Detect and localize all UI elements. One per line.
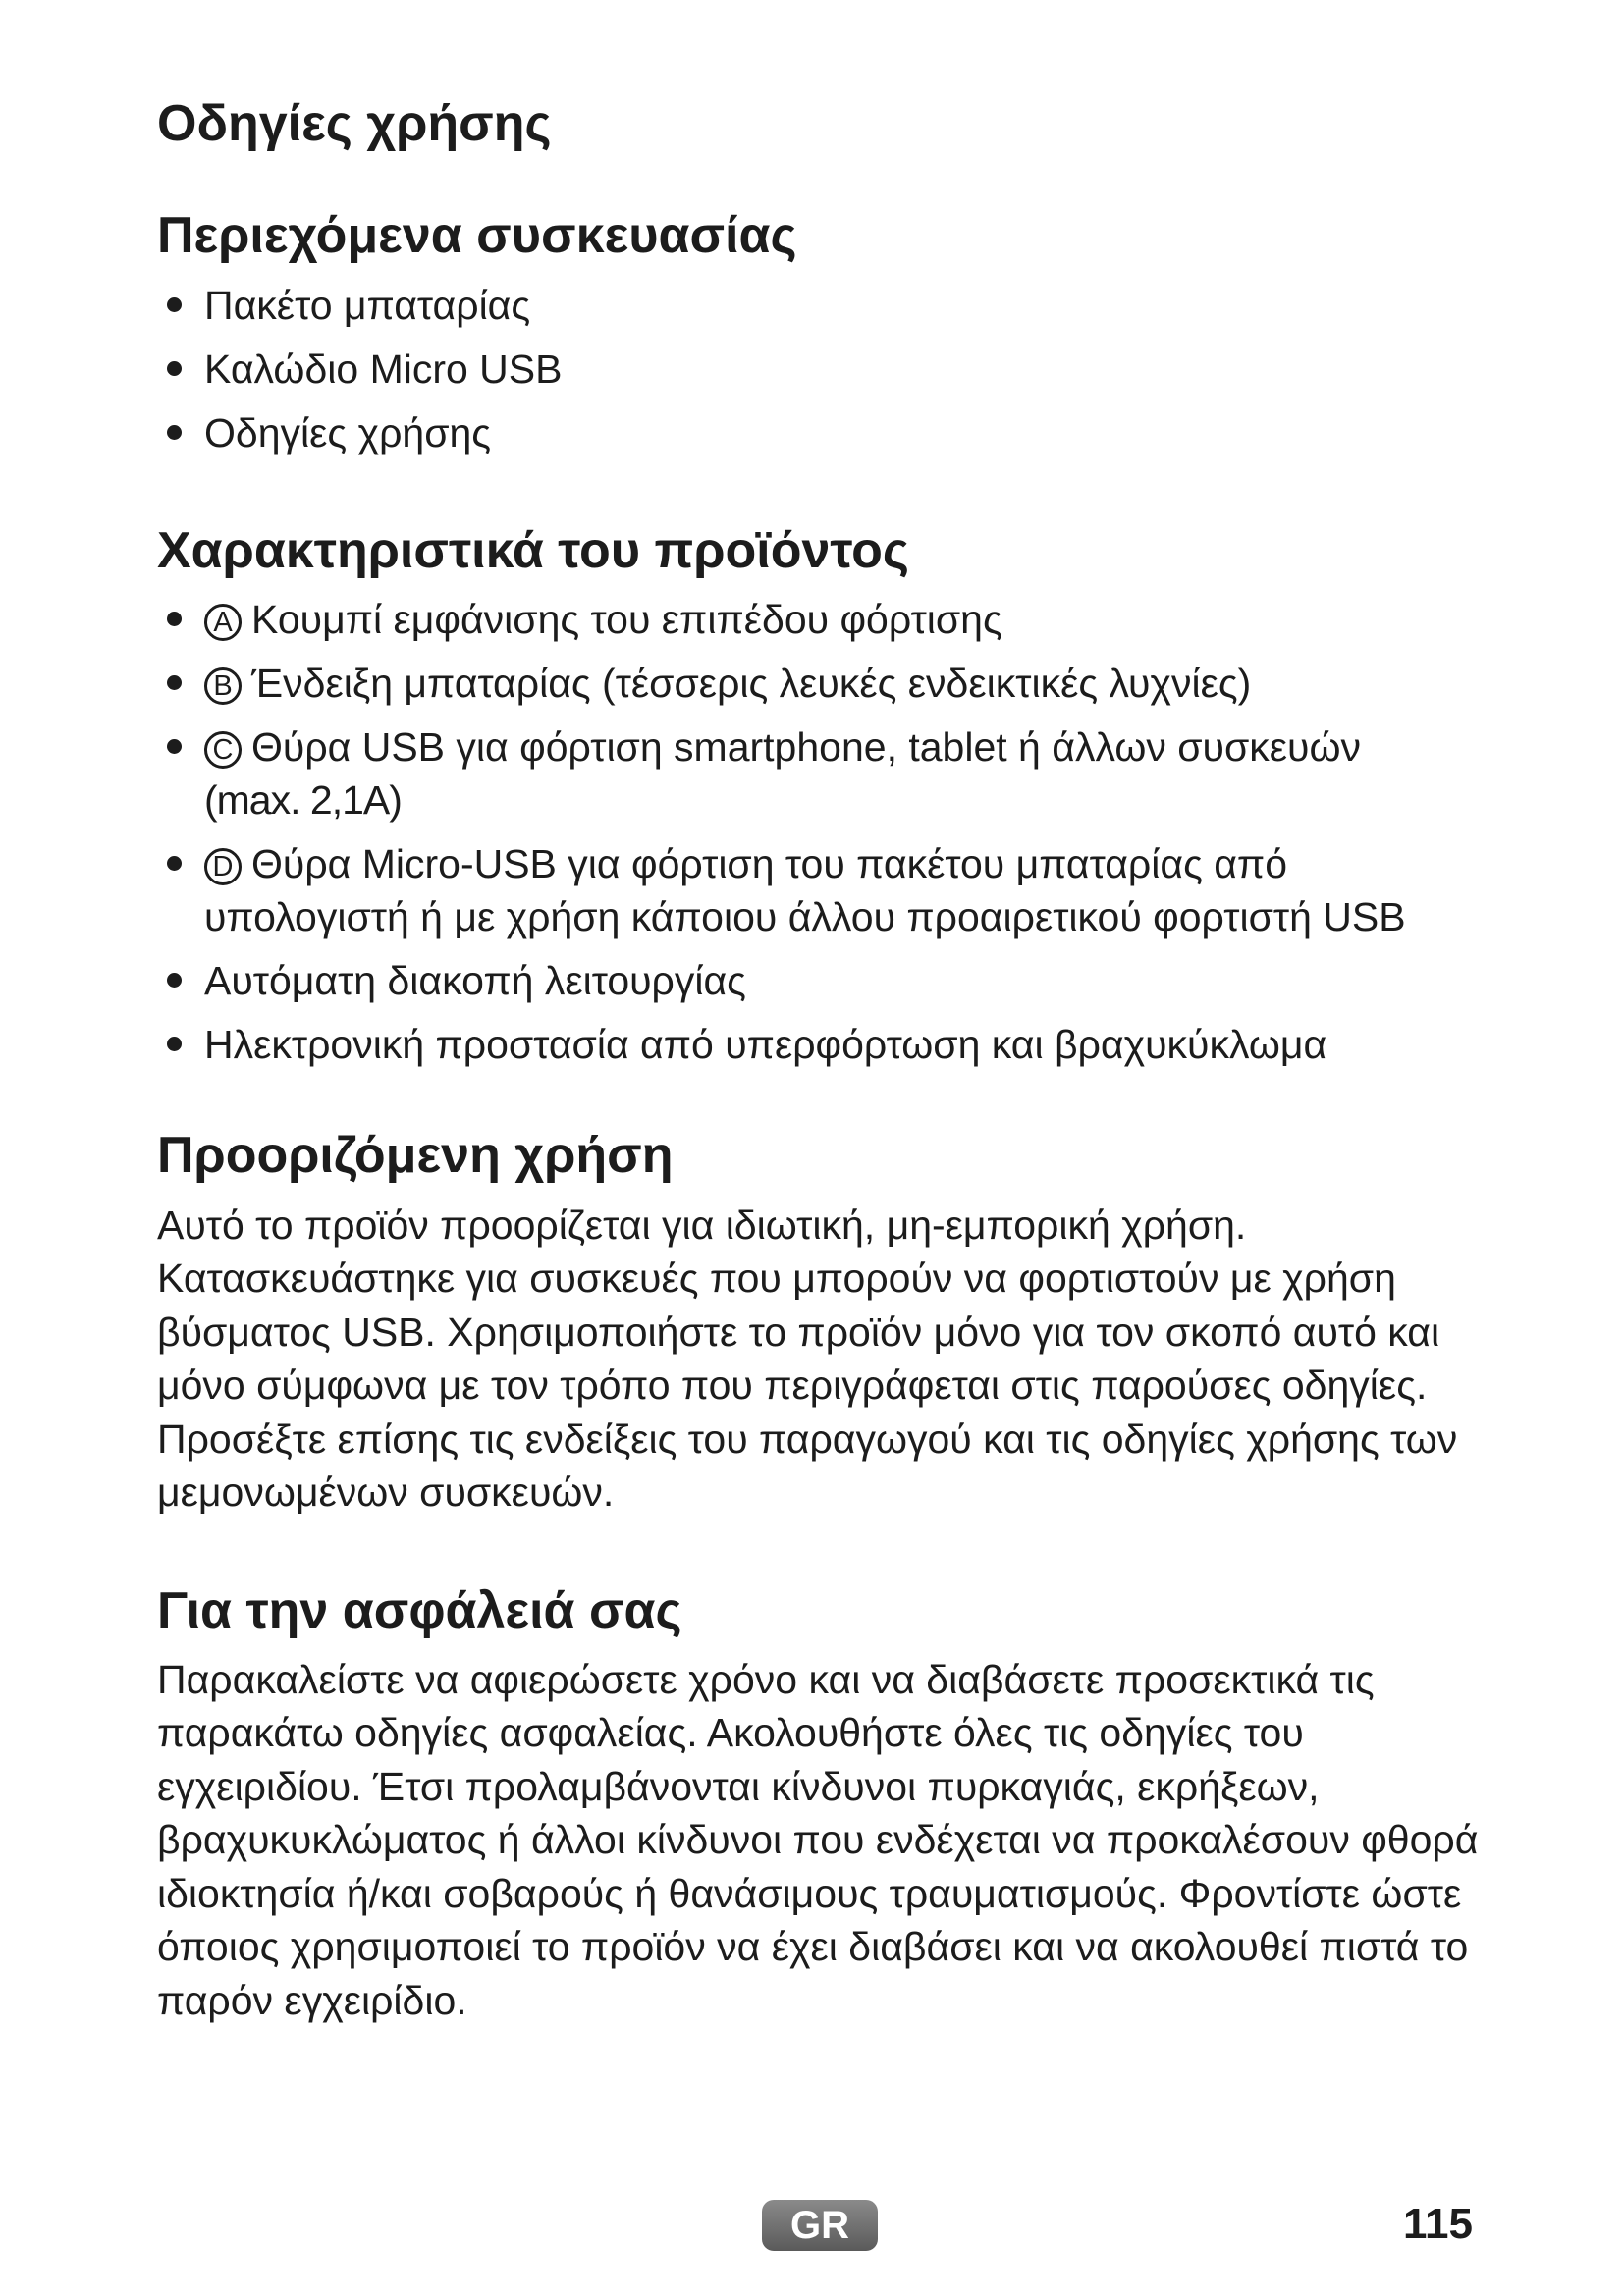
list-item: B Ένδειξη μπαταρίας (τέσσερις λευκές ενδεικτικές λυχνίες) xyxy=(157,657,1492,710)
bullet-icon xyxy=(167,675,182,690)
intended-use-heading: Προοριζόμενη χρήση xyxy=(157,1127,674,1185)
manual-page xyxy=(157,93,1492,2027)
bullet-icon xyxy=(167,856,182,871)
page-title: Οδηγίες χρήσης xyxy=(157,95,552,152)
list-item: Πακέτο μπαταρίας xyxy=(157,279,1492,332)
list-item: A Κουμπί εμφάνισης του επιπέδου φόρτισης xyxy=(157,593,1492,646)
safety-text: Παρακαλείστε να αφιερώσετε χρόνο και να διαβάσετε προσεκτικά τις παρακάτω οδηγίες ασφαλείας. Ακολουθήστε όλες τις οδηγίες του εγχειριδίου. Έτσι προλαμβάνονται κίνδυνοι πυρκαγιάς, εκρήξεων, βραχυκυκλώματος ή άλλοι κίνδυνοι που ενδέχεται να προκαλέσουν φθορά ιδιοκτησία ή/και σοβαρούς ή θανάσιμους τραυματισμούς. Φροντίστε ώστε όποιος χρησιμοποιεί το προϊόν να έχει διαβάσει και να ακολουθεί πιστά το παρόν εγχειρίδιο. xyxy=(157,1656,1479,2023)
package-contents-heading: Περιεχόμενα συσκευασίας xyxy=(157,207,797,265)
product-features-heading: Χαρακτηριστικά του προϊόντος xyxy=(157,521,909,579)
bullet-icon xyxy=(167,739,182,754)
package-contents-list xyxy=(157,279,1492,459)
list-item: Αυτόματη διακοπή λειτουργίας xyxy=(157,954,1492,1007)
intended-use-text: Αυτό το προϊόν προορίζεται για ιδιωτική, μη-εμπορική χρήση. Κατασκευάστηκε για συσκευές που μπορούν να φορτιστούν με χρήση βύσματος USB. Χρησιμοποιήστε το προϊόν μόνο για τον σκοπό αυτό και μόνο σύμφωνα με τον τρόπο που περιγράφεται στις παρούσες οδηγίες. Προσέξτε επίσης τις ενδείξεις του παραγωγού και τις οδηγίες χρήσης των μεμονωμένων συσκευών. xyxy=(157,1201,1458,1516)
list-item: D Θύρα Micro-USB για φόρτιση του πακέτου μπαταρίας από υπολογιστή ή με χρήση κάποιου άλλου προαιρετικού φορτιστή USB xyxy=(157,837,1492,943)
list-item: Οδηγίες χρήσης xyxy=(157,406,1492,459)
language-badge: GR xyxy=(762,2200,878,2251)
bullet-icon xyxy=(167,297,182,312)
bullet-icon xyxy=(167,612,182,626)
bullet-icon xyxy=(167,1037,182,1051)
bullet-icon xyxy=(167,973,182,988)
product-features-list xyxy=(157,593,1492,1071)
list-item: Καλώδιο Micro USB xyxy=(157,343,1492,396)
list-item: C Θύρα USB για φόρτιση smartphone, tablet ή άλλων συσκευών (max. 2,1A) xyxy=(157,721,1492,827)
label-c-badge: C xyxy=(204,731,242,769)
max-current-note: (max. 2,1A) xyxy=(204,777,402,824)
page-number: 115 xyxy=(1403,2200,1473,2248)
label-a-badge: A xyxy=(204,604,242,641)
label-b-badge: B xyxy=(204,667,242,705)
bullet-icon xyxy=(167,361,182,376)
list-item: Ηλεκτρονική προστασία από υπερφόρτωση και βραχυκύκλωμα xyxy=(157,1018,1492,1071)
bullet-icon xyxy=(167,425,182,440)
label-d-badge: D xyxy=(204,848,242,885)
safety-heading: Για την ασφάλειά σας xyxy=(157,1581,682,1639)
